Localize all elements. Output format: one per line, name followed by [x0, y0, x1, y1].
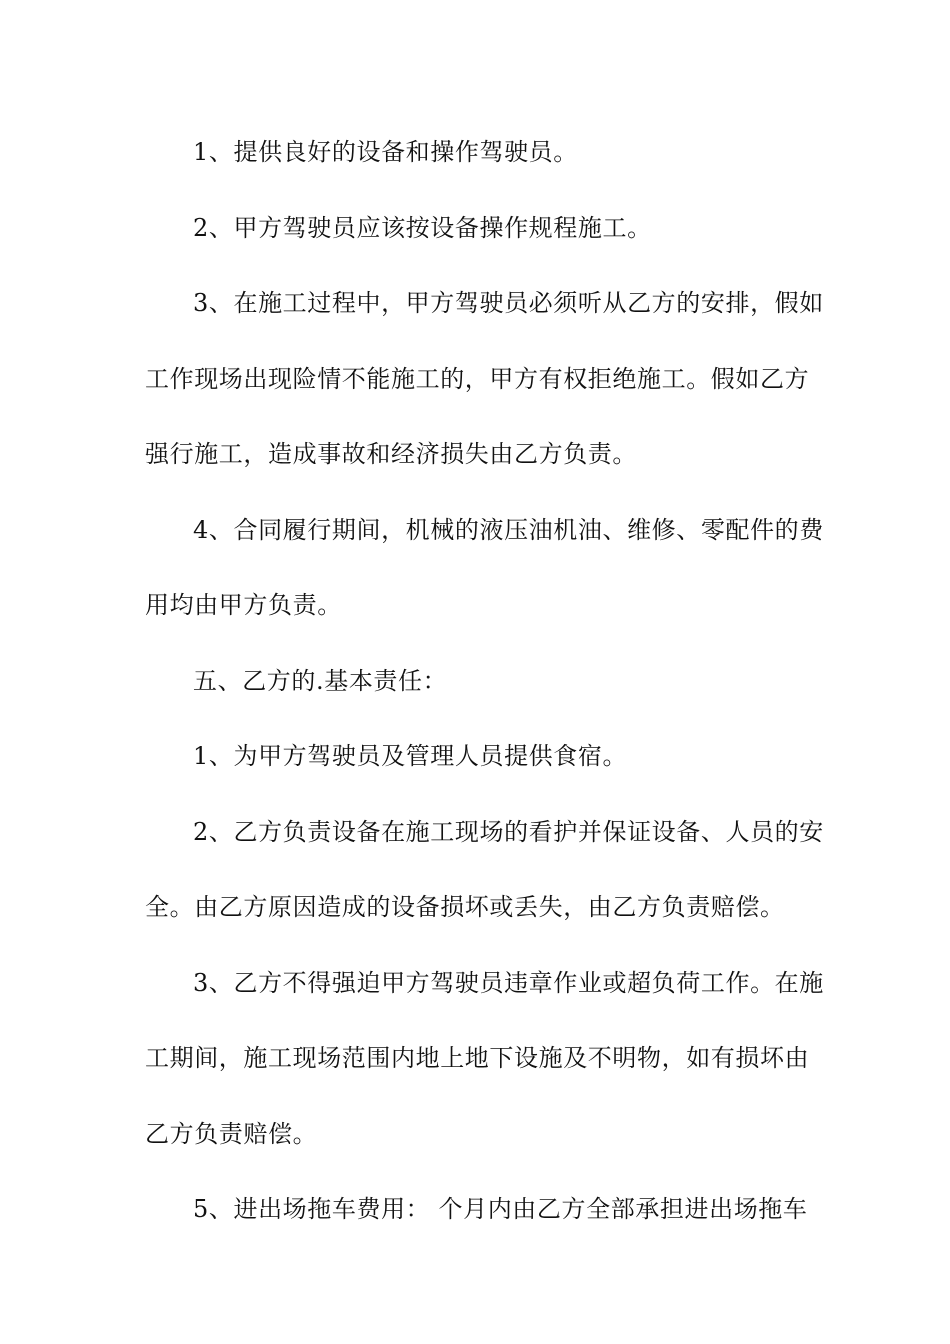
document-body: [145, 120, 824, 1253]
clause-continuation-line: 乙方负责赔偿。: [145, 1119, 318, 1148]
clause-line: 1、为甲方驾驶员及管理人员提供食宿。: [193, 742, 628, 770]
section-heading: 五、乙方的.基本责任：: [193, 666, 448, 695]
clause-continuation-line: 全。由乙方原因造成的设备损坏或丢失，由乙方负责赔偿。: [145, 893, 785, 921]
clause-continuation-line: 用均由甲方负责。: [145, 591, 342, 619]
clause-continuation-line: 工作现场出现险情不能施工的，甲方有权拒绝施工。假如乙方: [145, 364, 810, 393]
clause-line: 2、乙方负责设备在施工现场的看护并保证设备、人员的安: [193, 817, 824, 846]
clause-continuation-line: 工期间，施工现场范围内地上地下设施及不明物，如有损坏由: [145, 1044, 810, 1072]
clause-line: 4、合同履行期间，机械的液压油机油、维修、零配件的费: [193, 515, 824, 544]
clause-continuation-line: 强行施工，造成事故和经济损失由乙方负责。: [145, 440, 637, 468]
clause-line: 2、甲方驾驶员应该按设备操作规程施工。: [193, 213, 652, 242]
clause-line: 5、进出场拖车费用： 个月内由乙方全部承担进出场拖车: [193, 1195, 808, 1223]
clause-line: 1、提供良好的设备和操作驾驶员。: [193, 138, 578, 166]
clause-line: 3、乙方不得强迫甲方驾驶员违章作业或超负荷工作。在施: [193, 968, 824, 997]
clause-line: 3、在施工过程中，甲方驾驶员必须听从乙方的安排，假如: [193, 289, 824, 317]
